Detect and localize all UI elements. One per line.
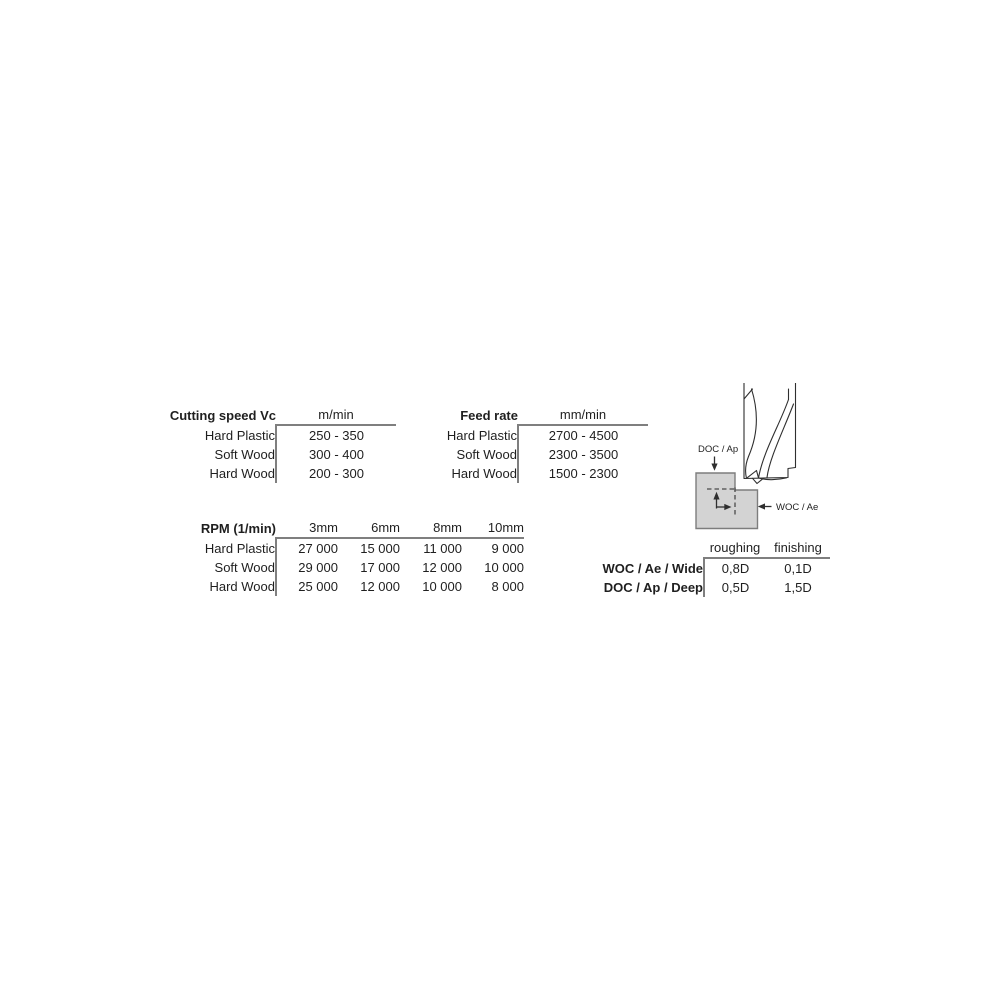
- row-label: Hard Wood: [451, 466, 517, 481]
- workpiece-shape: [696, 473, 758, 529]
- rpm-table: [166, 518, 524, 596]
- column-header: 6mm: [371, 520, 400, 535]
- cutting-speed-unit: m/min: [318, 407, 354, 422]
- woc-ae-label: WOC / Ae: [776, 502, 819, 513]
- cell-value: 1500 - 2300: [518, 464, 648, 483]
- table-header-row: [406, 405, 648, 425]
- table-row: [592, 578, 830, 597]
- table-row: [164, 425, 396, 445]
- milling-diagram: [680, 383, 835, 533]
- endmill-drawing: [744, 383, 796, 484]
- feed-rate-unit: mm/min: [559, 407, 607, 422]
- row-label: Soft Wood: [456, 447, 517, 462]
- row-label: WOC / Ae / Wide: [602, 560, 703, 576]
- cell-value: 12 000: [422, 560, 462, 575]
- table-row: [406, 464, 648, 483]
- cell-value: 11 000: [400, 538, 462, 558]
- column-header: finishing: [774, 540, 822, 555]
- cell-value: 15 000: [338, 538, 400, 558]
- column-header: 3mm: [309, 520, 338, 535]
- row-label: Hard Plastic: [204, 427, 275, 443]
- cell-value: 8 000: [491, 579, 524, 594]
- doc-ap-label: DOC / Ap: [698, 444, 739, 455]
- table-header-row: [164, 405, 396, 425]
- cutting-speed-table: [164, 405, 396, 483]
- cell-value: 2700 - 4500: [518, 425, 648, 445]
- feed-rate-table: [406, 405, 648, 483]
- doc-ap-arrow-icon: [711, 457, 717, 471]
- cell-value: 200 - 300: [276, 464, 396, 483]
- cutting-speed-title: Cutting speed Vc: [169, 407, 276, 423]
- cell-value: 2300 - 3500: [518, 445, 648, 464]
- row-label: Soft Wood: [214, 447, 275, 462]
- cell-value: 10 000: [484, 560, 524, 575]
- empty-cell: [592, 538, 704, 558]
- cell-value: 0,1D: [766, 558, 830, 578]
- column-header: 10mm: [487, 520, 524, 535]
- cell-value: 9 000: [462, 538, 524, 558]
- cell-value: 0,8D: [704, 558, 766, 578]
- table-row: [592, 558, 830, 578]
- row-label: Hard Wood: [209, 579, 275, 594]
- cell-value: 300 - 400: [276, 445, 396, 464]
- column-header: 8mm: [433, 520, 462, 535]
- table-row: [406, 425, 648, 445]
- cell-value: 25 000: [276, 577, 338, 596]
- row-label: DOC / Ap / Deep: [603, 580, 703, 595]
- table-row: [166, 558, 524, 577]
- cell-value: 29 000: [276, 558, 338, 577]
- cell-value: 27 000: [276, 538, 338, 558]
- table-row: [166, 538, 524, 558]
- cell-value: 0,5D: [704, 578, 766, 597]
- column-header: roughing: [709, 540, 761, 555]
- table-header-row: [166, 518, 524, 538]
- cell-value: 250 - 350: [276, 425, 396, 445]
- feed-rate-title: Feed rate: [460, 407, 518, 423]
- woc-ae-arrow-icon: [758, 503, 772, 509]
- rpm-title: RPM (1/min): [200, 520, 276, 536]
- cell-value: 12 000: [360, 579, 400, 594]
- cell-value: 17 000: [360, 560, 400, 575]
- cell-value: 10 000: [422, 579, 462, 594]
- table-header-row: [592, 538, 830, 558]
- table-row: [164, 464, 396, 483]
- table-row: [164, 445, 396, 464]
- row-label: Hard Plastic: [204, 540, 275, 556]
- cell-value: 1,5D: [784, 580, 812, 595]
- table-row: [406, 445, 648, 464]
- table-row: [166, 577, 524, 596]
- row-label: Soft Wood: [214, 560, 275, 575]
- engagement-table: [592, 538, 830, 597]
- row-label: Hard Plastic: [446, 427, 517, 443]
- row-label: Hard Wood: [209, 466, 275, 481]
